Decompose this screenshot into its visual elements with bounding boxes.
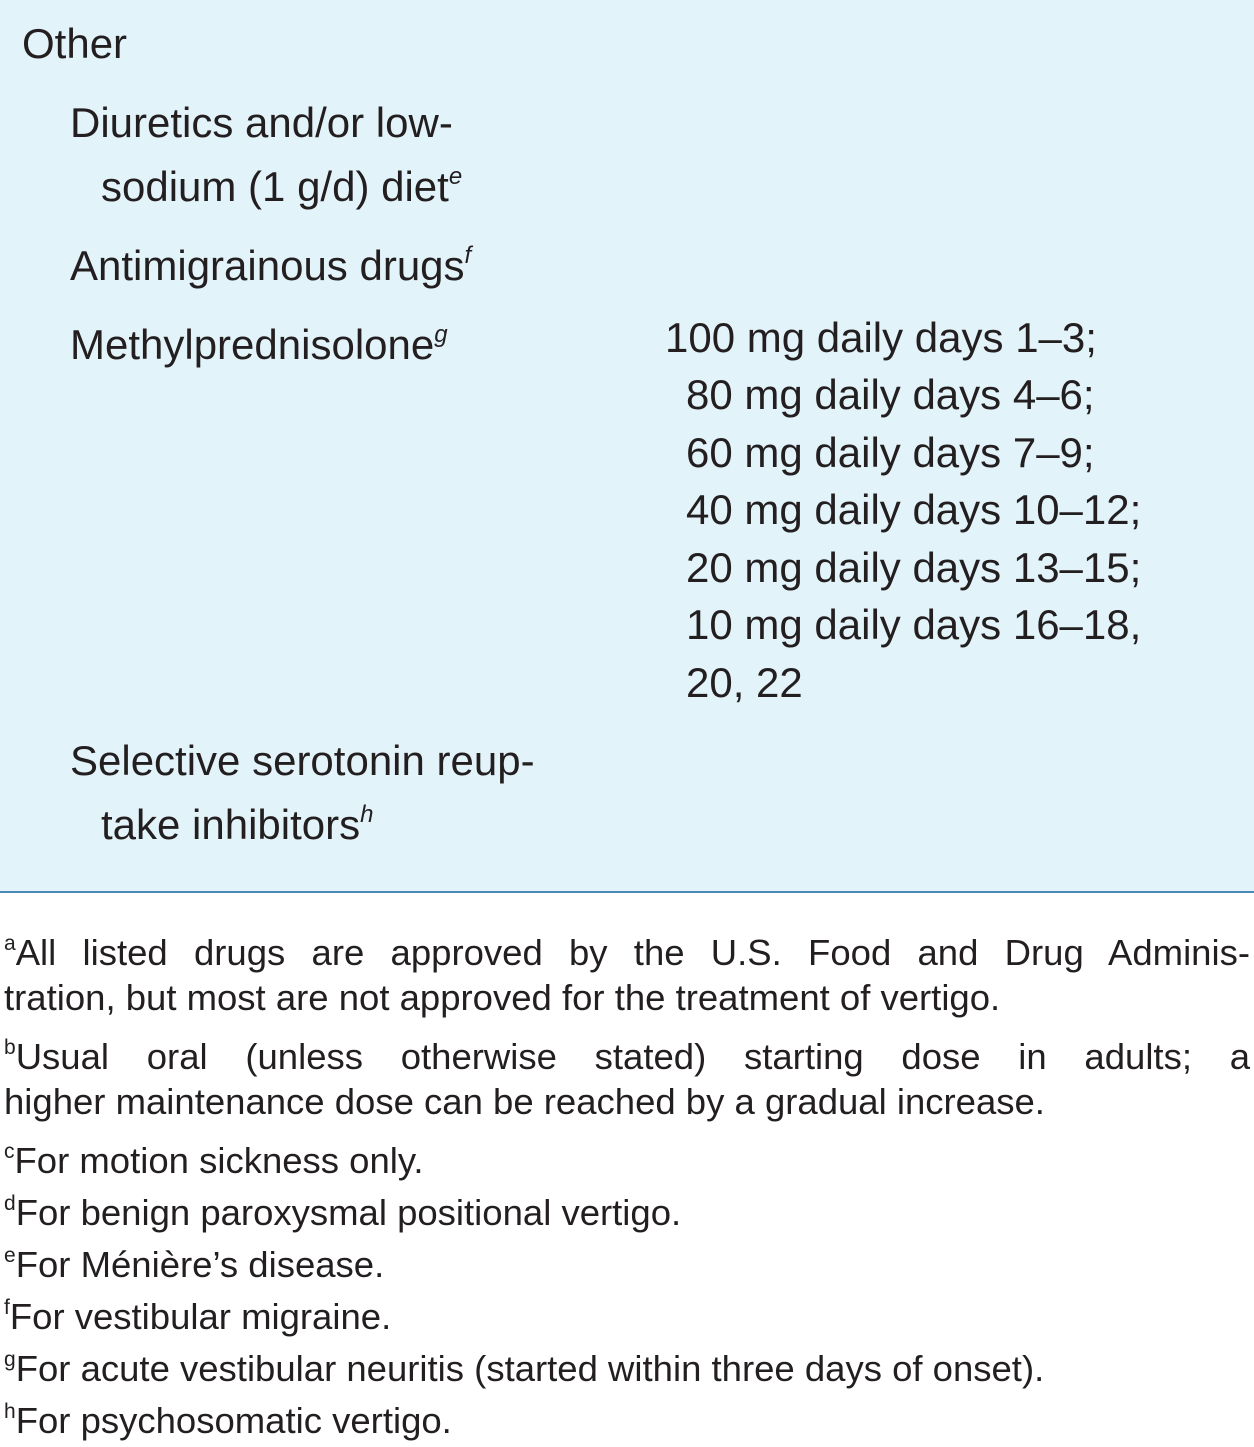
footnote-b-continued: higher maintenance dose can be reached by a gradual increase.	[4, 1081, 1045, 1122]
section-heading: Other	[22, 20, 128, 67]
footnote-marker: a	[4, 932, 16, 955]
drug-name: Antimigrainous drugs$^f$	[70, 242, 472, 289]
dose-line: 40 mg daily days 10–12;	[686, 486, 1142, 533]
dose-line: 10 mg daily days 16–18,	[686, 601, 1142, 648]
footnote-h: $^h$For psychosomatic vertigo.	[4, 1400, 452, 1442]
dose-line: 20 mg daily days 13–15;	[686, 544, 1142, 591]
footnote-marker: f	[464, 242, 472, 269]
drug-name: Selective serotonin reup-	[70, 737, 535, 784]
dose-line: 20, 22	[686, 659, 803, 706]
footnote-marker: f	[4, 1296, 10, 1319]
footnote-marker: h	[360, 801, 374, 828]
drug-name: Diuretics and/or low-	[70, 99, 453, 146]
drug-name-continued: take inhibitors$^h$	[101, 801, 374, 848]
drug-name-continued: sodium (1 g/d) diet$^e$	[101, 163, 463, 210]
footnote-a: $^a$All listed drugs are approved by the U.S. Food and Drug Adminis-	[4, 932, 1250, 974]
footnote-c: $^c$For motion sickness only.	[4, 1140, 424, 1182]
footnote-marker: c	[4, 1140, 15, 1163]
dose-line: 100 mg daily days 1–3;	[665, 314, 1097, 361]
footnote-marker: e	[4, 1244, 16, 1267]
footnote-marker: h	[4, 1400, 16, 1423]
footnote-marker: b	[4, 1036, 16, 1059]
footnote-e: $^e$For Ménière’s disease.	[4, 1244, 385, 1286]
footnote-marker: g	[434, 321, 448, 348]
footnote-g: $^g$For acute vestibular neuritis (started within three days of onset).	[4, 1348, 1045, 1390]
drug-name: Methylprednisolone$^g$	[70, 321, 448, 368]
dose-line: 60 mg daily days 7–9;	[686, 429, 1095, 476]
footnote-marker: e	[448, 163, 463, 190]
footnote-marker: g	[4, 1348, 16, 1371]
footnote-d: $^d$For benign paroxysmal positional vertigo.	[4, 1192, 682, 1234]
footnote-b: $^b$Usual oral (unless otherwise stated) starting dose in adults; a	[4, 1036, 1250, 1078]
footnote-a-continued: tration, but most are not approved for the treatment of vertigo.	[4, 977, 1001, 1018]
footnote-f: $^f$For vestibular migraine.	[4, 1296, 392, 1338]
footnote-marker: d	[4, 1192, 16, 1215]
dose-line: 80 mg daily days 4–6;	[686, 371, 1095, 418]
